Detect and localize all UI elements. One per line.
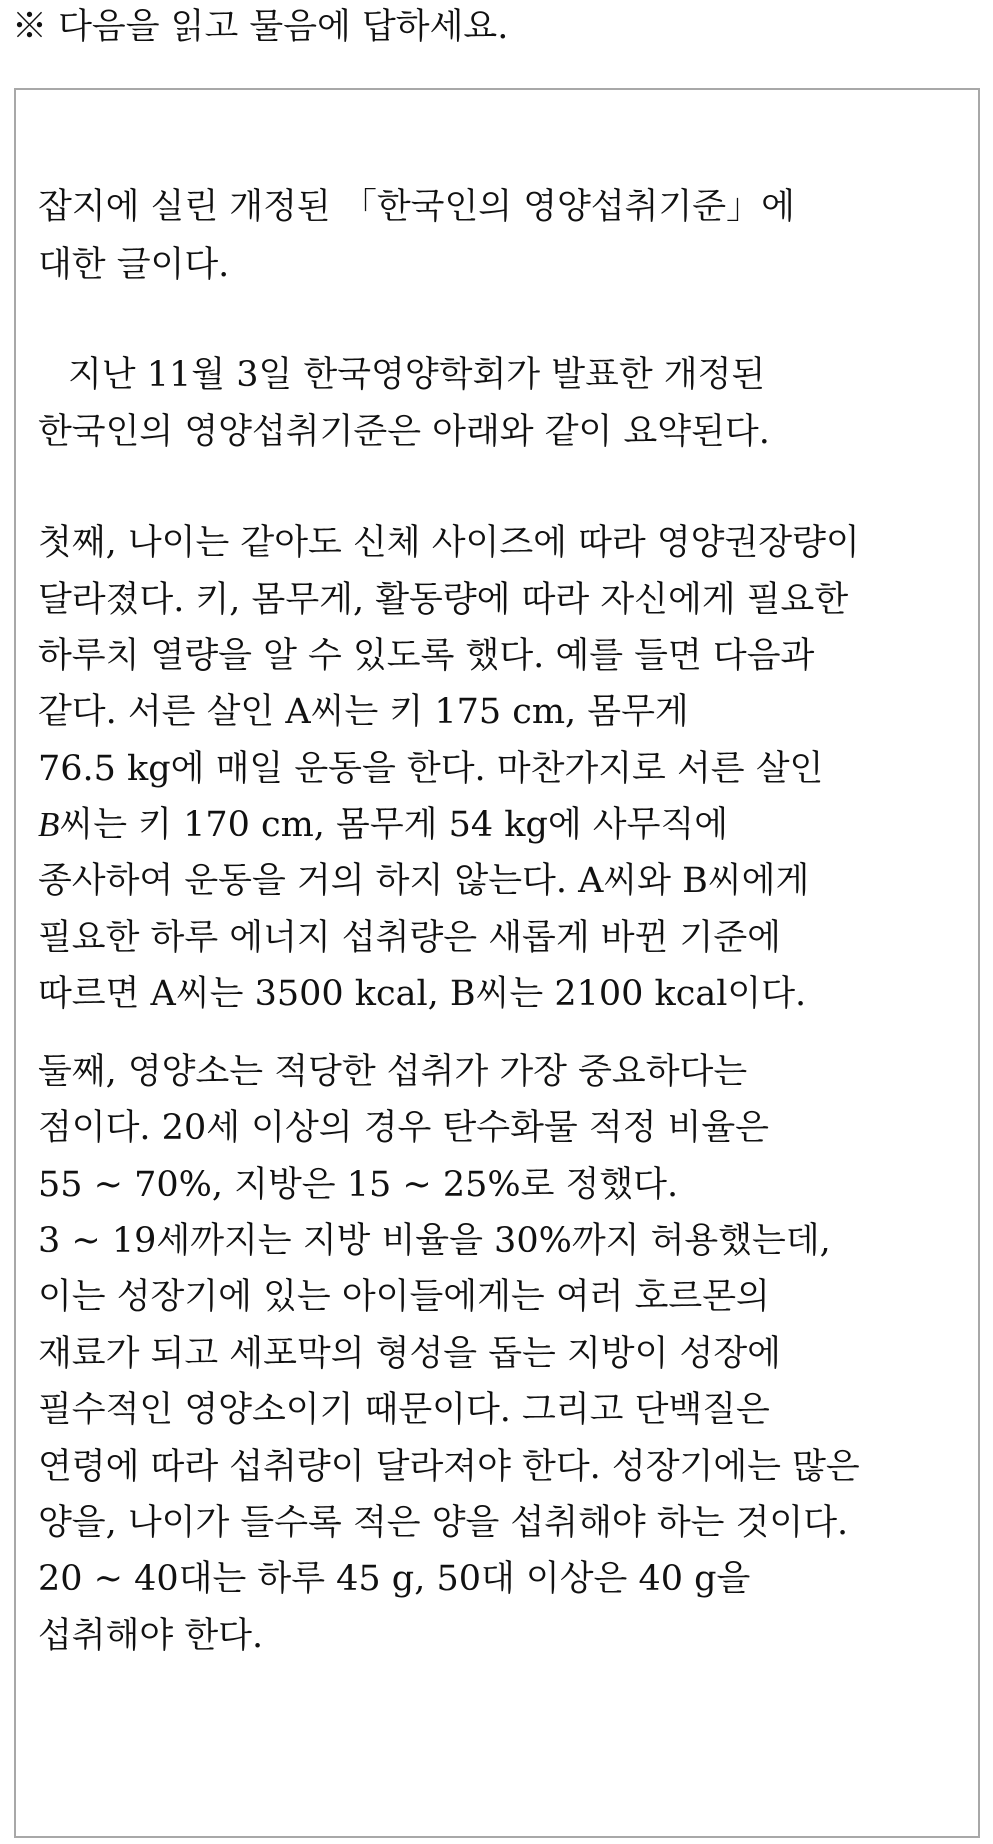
italic-b-label: B	[38, 805, 60, 844]
instruction-heading: ※ 다음을 읽고 물음에 답하세요.	[12, 7, 509, 47]
first-line-6	[38, 804, 728, 846]
first-line-6-text: 씨는 키 170 cm, 몸무게 54 kg에 사무직에	[59, 805, 729, 845]
second-line-5: 이는 성장기에 있는 아이들에게는 여러 호르몬의	[38, 1277, 770, 1317]
first-line-1: 첫째, 나이는 같아도 신체 사이즈에 따라 영양권장량이	[38, 523, 860, 563]
first-line-3: 하루치 열량을 알 수 있도록 했다. 예를 들면 다음과	[38, 636, 815, 676]
first-line-5: 76.5 kg에 매일 운동을 한다. 마찬가지로 서른 살인	[38, 749, 824, 789]
second-line-7: 필수적인 영양소이기 때문이다. 그리고 단백질은	[38, 1390, 770, 1430]
first-line-8: 필요한 하루 에너지 섭취량은 새롭게 바뀐 기준에	[38, 918, 781, 958]
second-line-3: 55 ~ 70%, 지방은 15 ~ 25%로 정했다.	[38, 1165, 679, 1205]
second-line-2: 점이다. 20세 이상의 경우 탄수화물 적정 비율은	[38, 1108, 769, 1148]
intro-line-2: 대한 글이다.	[38, 245, 230, 285]
second-line-10: 20 ~ 40대는 하루 45 g, 50대 이상은 40 g을	[38, 1559, 751, 1599]
second-line-4: 3 ~ 19세까지는 지방 비율을 30%까지 허용했는데,	[38, 1221, 831, 1261]
summary-line-2: 한국인의 영양섭취기준은 아래와 같이 요약된다.	[38, 412, 770, 452]
second-line-9: 양을, 나이가 들수록 적은 양을 섭취해야 하는 것이다.	[38, 1503, 849, 1543]
first-line-7: 종사하여 운동을 거의 하지 않는다. A씨와 B씨에게	[38, 861, 810, 901]
intro-line-1: 잡지에 실린 개정된 「한국인의 영양섭취기준」에	[38, 187, 795, 227]
second-line-6: 재료가 되고 세포막의 형성을 돕는 지방이 성장에	[38, 1334, 781, 1374]
first-line-4: 같다. 서른 살인 A씨는 키 175 cm, 몸무게	[38, 692, 689, 732]
passage-box	[14, 88, 980, 1838]
summary-line-1: 지난 11월 3일 한국영양학회가 발표한 개정된	[68, 355, 766, 395]
second-line-11: 섭취해야 한다.	[38, 1616, 264, 1656]
second-line-1: 둘째, 영양소는 적당한 섭취가 가장 중요하다는	[38, 1052, 748, 1092]
first-line-2: 달라졌다. 키, 몸무게, 활동량에 따라 자신에게 필요한	[38, 580, 849, 620]
second-line-8: 연령에 따라 섭취량이 달라져야 한다. 성장기에는 많은	[38, 1447, 860, 1487]
first-line-9: 따르면 A씨는 3500 kcal, B씨는 2100 kcal이다.	[38, 974, 807, 1014]
